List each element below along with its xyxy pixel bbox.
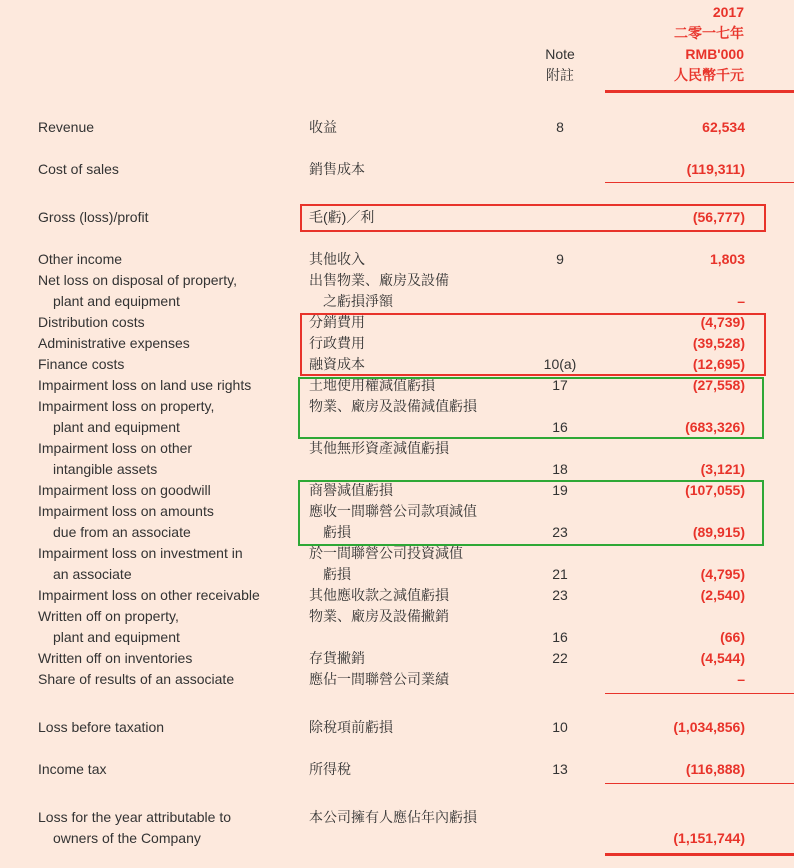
row-label-en: owners of the Company	[53, 830, 201, 846]
row-label-zh: 分銷費用	[309, 314, 365, 330]
row-value: (56,777)	[692, 209, 745, 225]
row-value: (683,326)	[685, 419, 745, 435]
row-label-en: intangible assets	[53, 461, 158, 477]
row-impairment-intangibles	[0, 438, 794, 459]
row-note: 21	[552, 566, 568, 582]
row-share-results-associate	[0, 669, 794, 690]
row-label-en: Impairment loss on other receivable	[38, 587, 260, 603]
row-value: (66)	[720, 629, 745, 645]
row-impairment-intangibles-cont	[0, 459, 794, 480]
row-label-zh: 融資成本	[309, 356, 365, 372]
value-column-header	[604, 2, 744, 86]
row-label-en: Income tax	[38, 761, 107, 777]
row-label-en: due from an associate	[53, 524, 191, 540]
row-value: (4,544)	[700, 650, 745, 666]
row-note: 18	[552, 461, 568, 477]
row-note: 17	[552, 377, 568, 393]
currency-header-zh: 人民幣千元	[674, 67, 744, 83]
row-label-zh: 應佔一間聯營公司業績	[309, 671, 449, 687]
row-impairment-other-receivable	[0, 585, 794, 606]
row-value: 1,803	[709, 251, 745, 267]
row-label-zh: 土地使用權減值虧損	[309, 377, 435, 393]
row-label-en: Distribution costs	[38, 314, 145, 330]
row-label-zh: 收益	[309, 119, 337, 135]
row-value: (4,795)	[700, 566, 745, 582]
row-label-en: an associate	[53, 566, 132, 582]
row-value: (116,888)	[685, 761, 745, 777]
highlight-box-gross	[300, 204, 766, 232]
row-label-en: Finance costs	[38, 356, 125, 372]
row-label-en: Impairment loss on investment in	[38, 545, 243, 561]
row-label-en: Impairment loss on goodwill	[38, 482, 211, 498]
row-label-zh: 之虧損淨額	[323, 293, 393, 309]
row-label-zh: 毛(虧)／利	[309, 209, 375, 225]
row-impairment-investment-associate-cont	[0, 564, 794, 585]
row-label-zh: 商譽減值虧損	[309, 482, 393, 498]
row-value: (39,528)	[692, 335, 745, 351]
row-label-zh: 所得稅	[309, 761, 351, 777]
row-label-en: Administrative expenses	[38, 335, 190, 351]
total-rule	[605, 853, 794, 856]
note-header-zh: 附註	[546, 67, 574, 83]
row-label-en: Gross (loss)/profit	[38, 209, 149, 225]
row-written-off-ppe-cont	[0, 627, 794, 648]
row-label-zh: 物業、廠房及設備撇銷	[309, 608, 449, 624]
row-value: –	[737, 293, 745, 309]
row-label-zh: 行政費用	[309, 335, 365, 351]
row-value: (4,739)	[700, 314, 745, 330]
row-label-en: Other income	[38, 251, 123, 267]
row-label-en: Loss before taxation	[38, 719, 165, 735]
row-note: 16	[552, 419, 568, 435]
row-label-zh: 物業、廠房及設備減值虧損	[309, 398, 477, 414]
subtotal-rule	[605, 182, 794, 183]
row-impairment-investment-associate	[0, 543, 794, 564]
row-label-zh: 出售物業、廠房及設備	[309, 272, 449, 288]
row-value: (12,695)	[692, 356, 745, 372]
row-label-zh: 本公司擁有人應佔年內虧損	[309, 809, 477, 825]
subtotal-rule	[605, 783, 794, 784]
row-value: (1,034,856)	[673, 719, 745, 735]
row-revenue	[0, 117, 794, 138]
note-header-en: Note	[545, 46, 575, 62]
row-label-en: Share of results of an associate	[38, 671, 235, 687]
row-label-zh: 其他應收款之減值虧損	[309, 587, 449, 603]
row-note: 22	[552, 650, 568, 666]
row-label-zh: 虧損	[323, 524, 351, 540]
row-value: (107,055)	[685, 482, 745, 498]
row-net-loss-disposal	[0, 270, 794, 291]
row-label-en: plant and equipment	[53, 293, 180, 309]
highlight-box-costs	[300, 313, 766, 376]
note-column-header	[520, 44, 600, 86]
row-value: (119,311)	[686, 161, 745, 177]
row-note: 10(a)	[543, 356, 577, 372]
row-loss-for-year	[0, 807, 794, 828]
row-label-zh: 除稅項前虧損	[309, 719, 393, 735]
row-note: 9	[556, 251, 564, 267]
row-label-en: Net loss on disposal of property,	[38, 272, 237, 288]
row-label-en: Impairment loss on other	[38, 440, 193, 456]
row-label-en: plant and equipment	[53, 419, 180, 435]
row-value: (2,540)	[700, 587, 745, 603]
row-loss-before-taxation	[0, 717, 794, 738]
row-note: 8	[556, 119, 564, 135]
row-net-loss-disposal-cont	[0, 291, 794, 312]
row-note: 23	[552, 524, 568, 540]
row-cost-of-sales	[0, 159, 794, 180]
row-label-zh: 虧損	[323, 566, 351, 582]
highlight-box-impairment-goodwill-associate	[298, 480, 764, 546]
row-note: 13	[552, 761, 568, 777]
row-other-income	[0, 249, 794, 270]
year-header: 2017	[712, 4, 744, 20]
year-header-zh: 二零一七年	[674, 25, 744, 41]
row-value: 62,534	[702, 119, 745, 135]
row-label-zh: 銷售成本	[309, 161, 365, 177]
row-note: 16	[552, 629, 568, 645]
row-label-en: Revenue	[38, 119, 95, 135]
row-label-zh: 於一間聯營公司投資減值	[309, 545, 463, 561]
subtotal-rule	[605, 693, 794, 694]
row-value: –	[737, 671, 745, 687]
row-value: (89,915)	[692, 524, 745, 540]
row-label-en: Cost of sales	[38, 161, 119, 177]
row-label-en: plant and equipment	[53, 629, 180, 645]
header-rule	[605, 90, 794, 93]
row-label-en: Impairment loss on amounts	[38, 503, 214, 519]
row-label-en: Written off on property,	[38, 608, 179, 624]
highlight-box-impairment-land-ppe	[298, 377, 764, 439]
row-value: (27,558)	[692, 377, 745, 393]
row-label-zh: 其他無形資產減值虧損	[309, 440, 449, 456]
row-written-off-inventories	[0, 648, 794, 669]
row-label-zh: 應收一間聯營公司款項減值	[309, 503, 477, 519]
row-loss-for-year-cont	[0, 828, 794, 849]
row-value: (1,151,744)	[673, 830, 745, 846]
row-label-en: Impairment loss on land use rights	[38, 377, 252, 393]
row-note: 10	[552, 719, 568, 735]
row-label-en: Loss for the year attributable to	[38, 809, 231, 825]
row-label-zh: 存貨撇銷	[309, 650, 365, 666]
currency-header: RMB'000	[685, 46, 744, 62]
row-value: (3,121)	[700, 461, 745, 477]
row-note: 23	[552, 587, 568, 603]
row-income-tax	[0, 759, 794, 780]
row-note: 19	[552, 482, 568, 498]
row-label-en: Impairment loss on property,	[38, 398, 215, 414]
row-label-zh: 其他收入	[309, 251, 365, 267]
row-label-en: Written off on inventories	[38, 650, 193, 666]
row-written-off-ppe	[0, 606, 794, 627]
